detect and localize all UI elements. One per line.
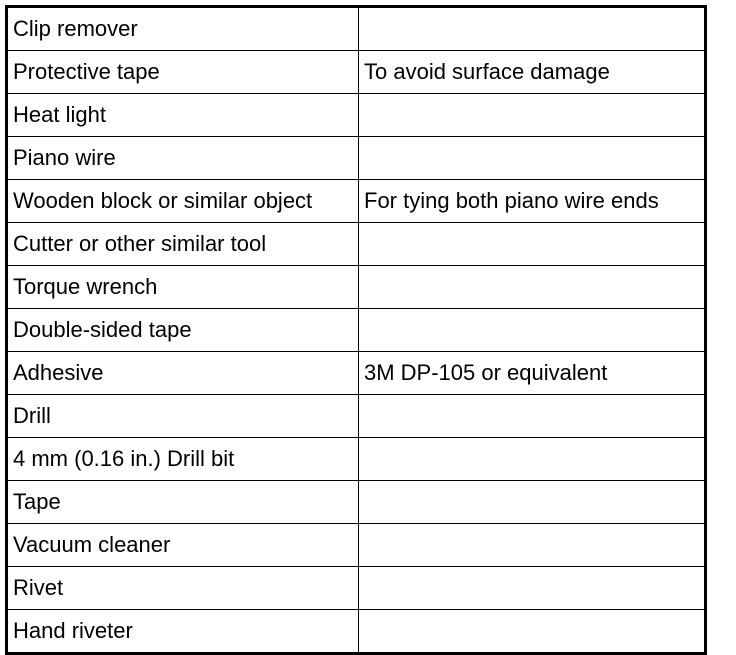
table-row <box>7 94 706 137</box>
tool-note-cell <box>359 610 706 654</box>
tool-note-cell: 3M DP-105 or equivalent <box>359 352 706 395</box>
tool-note-cell: To avoid surface damage <box>359 51 706 94</box>
tool-note-cell <box>359 567 706 610</box>
tools-table <box>5 5 707 655</box>
tool-note-cell <box>359 94 706 137</box>
tool-name-cell: Heat light <box>7 94 359 137</box>
table-row <box>7 266 706 309</box>
tool-name-cell: Clip remover <box>7 7 359 51</box>
table-row <box>7 137 706 180</box>
tool-note-cell <box>359 7 706 51</box>
table-row <box>7 610 706 654</box>
tool-name-cell: Torque wrench <box>7 266 359 309</box>
table-row <box>7 567 706 610</box>
table-row <box>7 309 706 352</box>
tool-note-cell <box>359 309 706 352</box>
tool-note-cell <box>359 395 706 438</box>
tool-name-cell: Double-sided tape <box>7 309 359 352</box>
tool-name-cell: 4 mm (0.16 in.) Drill bit <box>7 438 359 481</box>
table-row <box>7 395 706 438</box>
table-row <box>7 481 706 524</box>
tool-name-cell: Rivet <box>7 567 359 610</box>
table-row <box>7 524 706 567</box>
table-row <box>7 352 706 395</box>
tool-note-cell <box>359 266 706 309</box>
tool-note-cell <box>359 481 706 524</box>
table-row <box>7 438 706 481</box>
tool-note-cell: For tying both piano wire ends <box>359 180 706 223</box>
tool-name-cell: Wooden block or similar object <box>7 180 359 223</box>
tool-note-cell <box>359 137 706 180</box>
tool-name-cell: Hand riveter <box>7 610 359 654</box>
table-row <box>7 51 706 94</box>
tool-note-cell <box>359 524 706 567</box>
table-row <box>7 180 706 223</box>
tool-name-cell: Vacuum cleaner <box>7 524 359 567</box>
tool-name-cell: Protective tape <box>7 51 359 94</box>
tool-name-cell: Drill <box>7 395 359 438</box>
table-row <box>7 223 706 266</box>
tool-note-cell <box>359 438 706 481</box>
tool-name-cell: Tape <box>7 481 359 524</box>
table-row <box>7 7 706 51</box>
tool-note-cell <box>359 223 706 266</box>
tool-name-cell: Adhesive <box>7 352 359 395</box>
tool-name-cell: Piano wire <box>7 137 359 180</box>
tool-name-cell: Cutter or other similar tool <box>7 223 359 266</box>
